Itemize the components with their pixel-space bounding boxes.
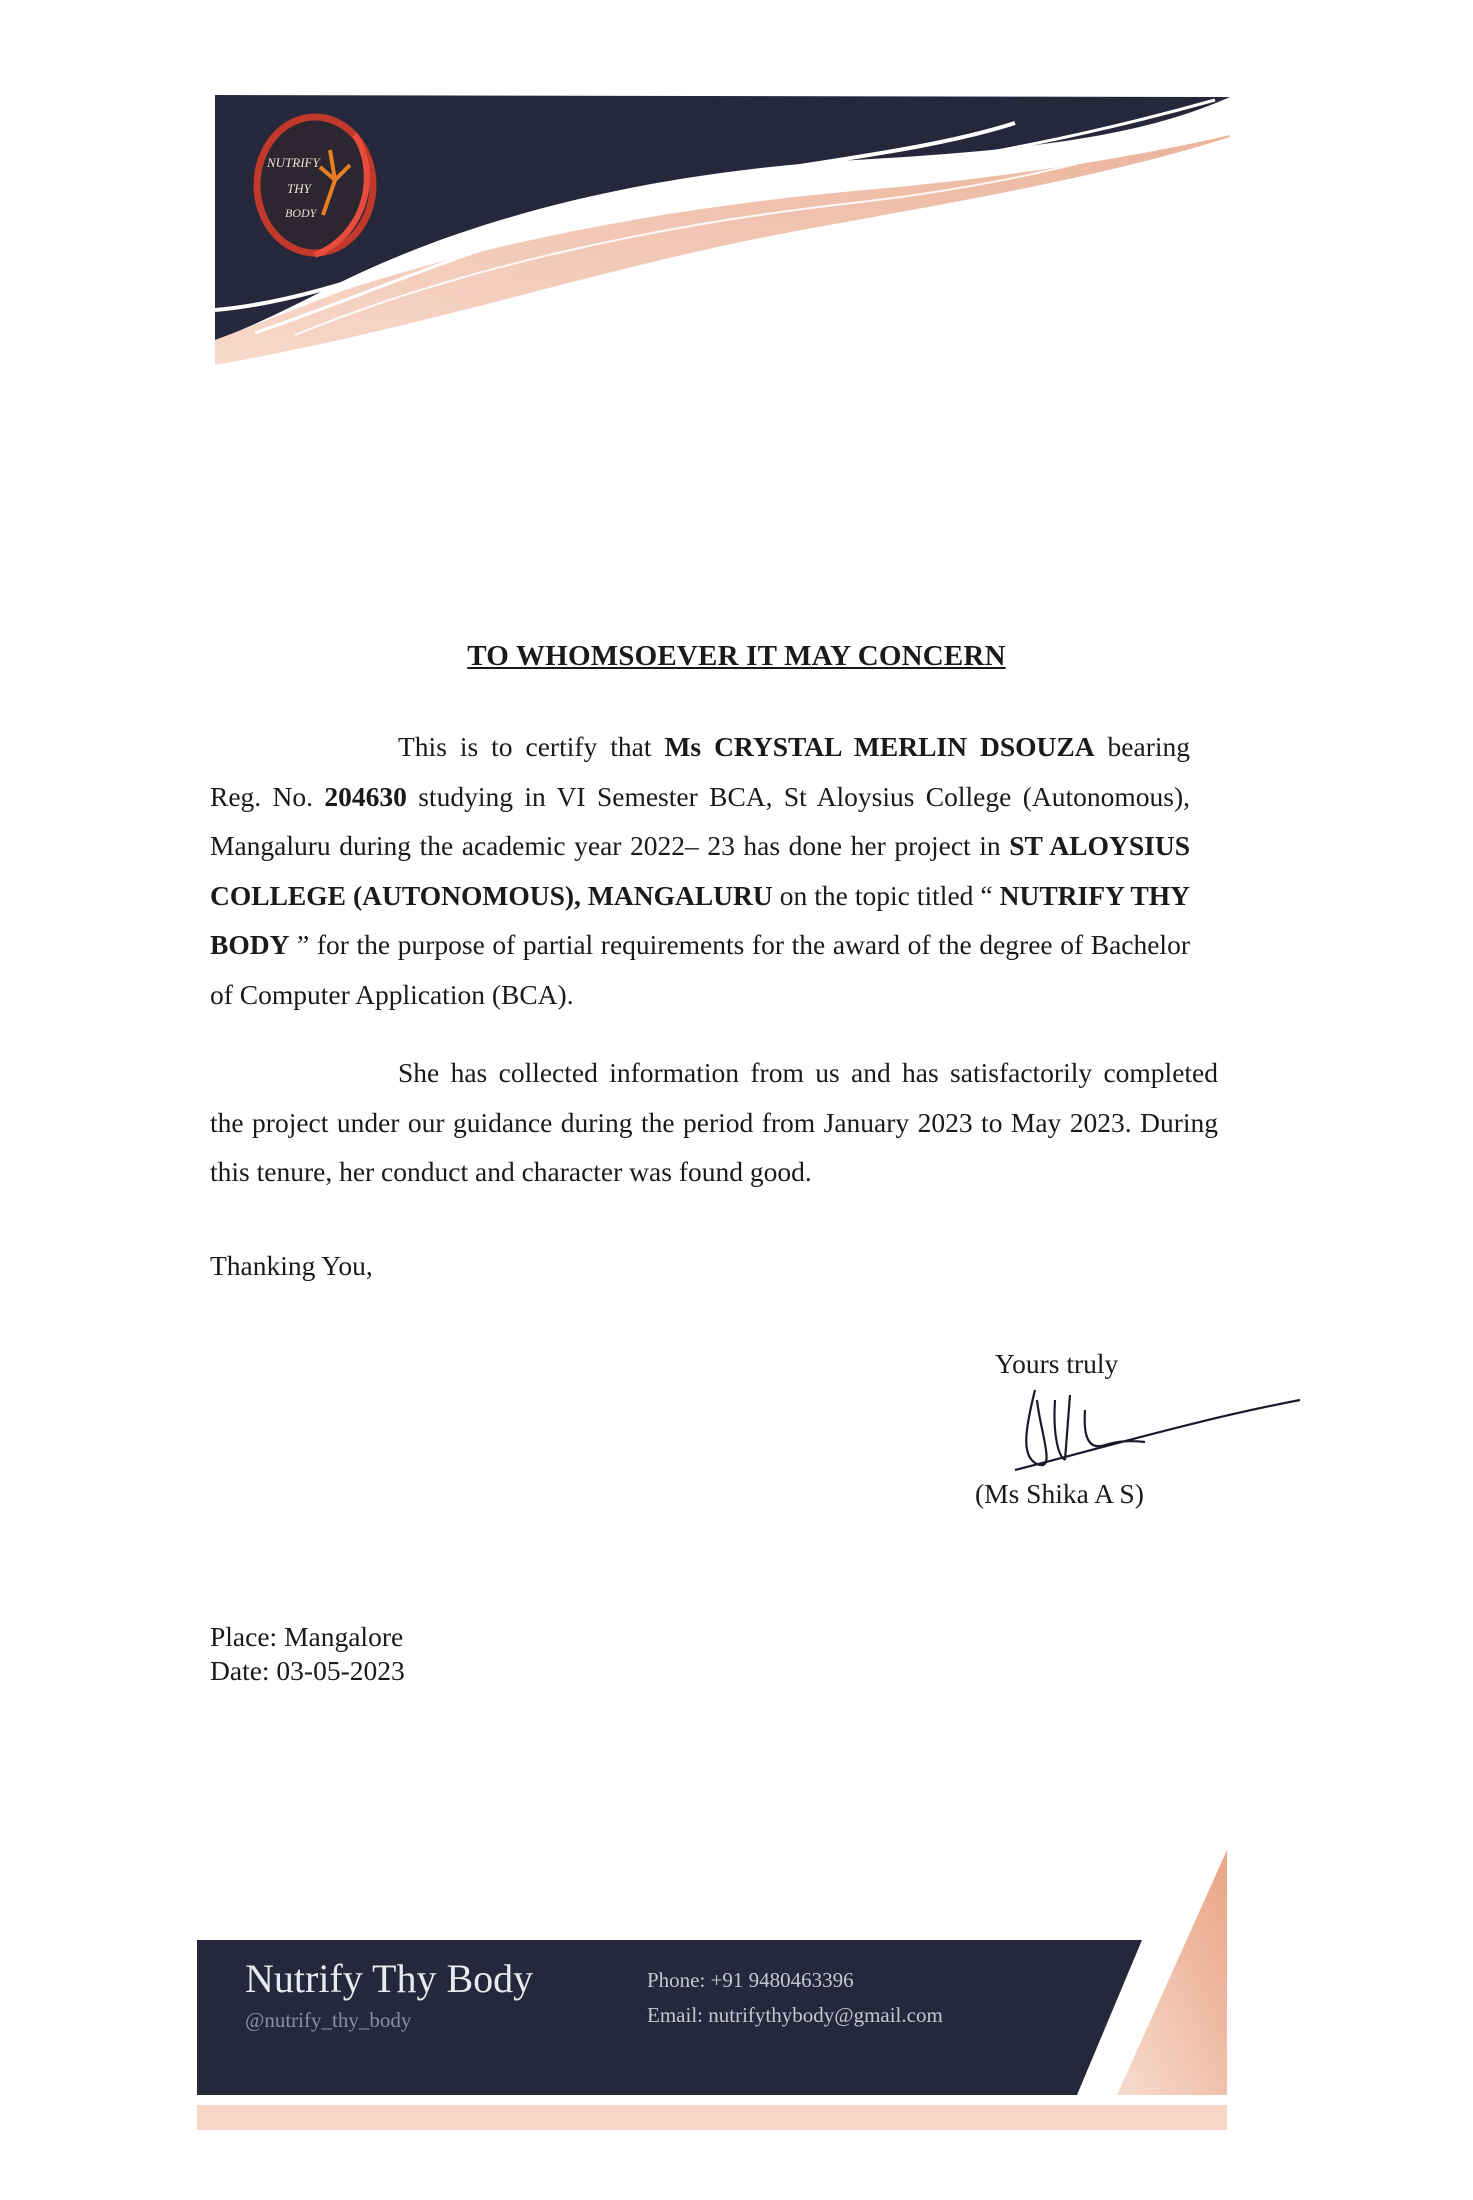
logo-line-2: THY	[287, 181, 311, 196]
date-text: Date: 03-05-2023	[210, 1655, 405, 1686]
p1-text-5: ” for the purpose of partial requirements for the award of the degree of Bachelor of Computer Application (BCA).	[210, 929, 1190, 1010]
signature-block	[975, 1348, 1295, 1528]
footer-handle: @nutrify_thy_body	[245, 2008, 412, 2032]
yours-truly: Yours truly	[995, 1348, 1119, 1379]
certificate-paragraph-2	[210, 1048, 1218, 1197]
footer-phone: Phone: +91 9480463396	[647, 1968, 854, 1992]
p1-text-4: on the topic titled “	[772, 879, 1000, 911]
reg-number: 204630	[324, 780, 407, 812]
footer-email: Email: nutrifythybody@gmail.com	[647, 2003, 943, 2027]
logo-line-3: BODY	[285, 206, 317, 220]
place-date-block	[210, 1620, 405, 1688]
footer-banner	[197, 1850, 1227, 2130]
p1-text-2: bearing Reg. No.	[210, 731, 1191, 812]
p2-text: She has collected information from us and has satisfactorily completed the project under our guidance during the period from January 2023 to May 2023. During this tenure, her conduct and character was found good.	[210, 1057, 1218, 1187]
signatory-name: (Ms Shika A S)	[975, 1478, 1144, 1509]
logo-line-1: NUTRIFY	[267, 155, 320, 170]
project-topic: NUTRIFY THY BODY	[210, 879, 1190, 960]
certificate-paragraph-1	[210, 722, 1190, 1019]
page-title: TO WHOMSOEVER IT MAY CONCERN	[467, 640, 1006, 672]
organization-name: ST ALOYSIUS COLLEGE (AUTONOMOUS), MANGALURU	[210, 830, 1190, 911]
footer-brand: Nutrify Thy Body	[245, 1956, 534, 2001]
header-banner	[215, 95, 1230, 365]
closing-text: Thanking You,	[210, 1250, 373, 1281]
handwritten-signature	[995, 1370, 1305, 1490]
place-text: Place: Mangalore	[210, 1621, 404, 1652]
student-name: Ms CRYSTAL MERLIN DSOUZA	[664, 731, 1095, 762]
p1-text-1: This is to certify that	[398, 731, 665, 762]
nutrify-logo-icon	[245, 105, 395, 265]
p1-text-3: studying in VI Semester BCA, St Aloysius College (Autonomous), Mangaluru during the academic year 2022– 23 has done her project in	[210, 780, 1190, 861]
